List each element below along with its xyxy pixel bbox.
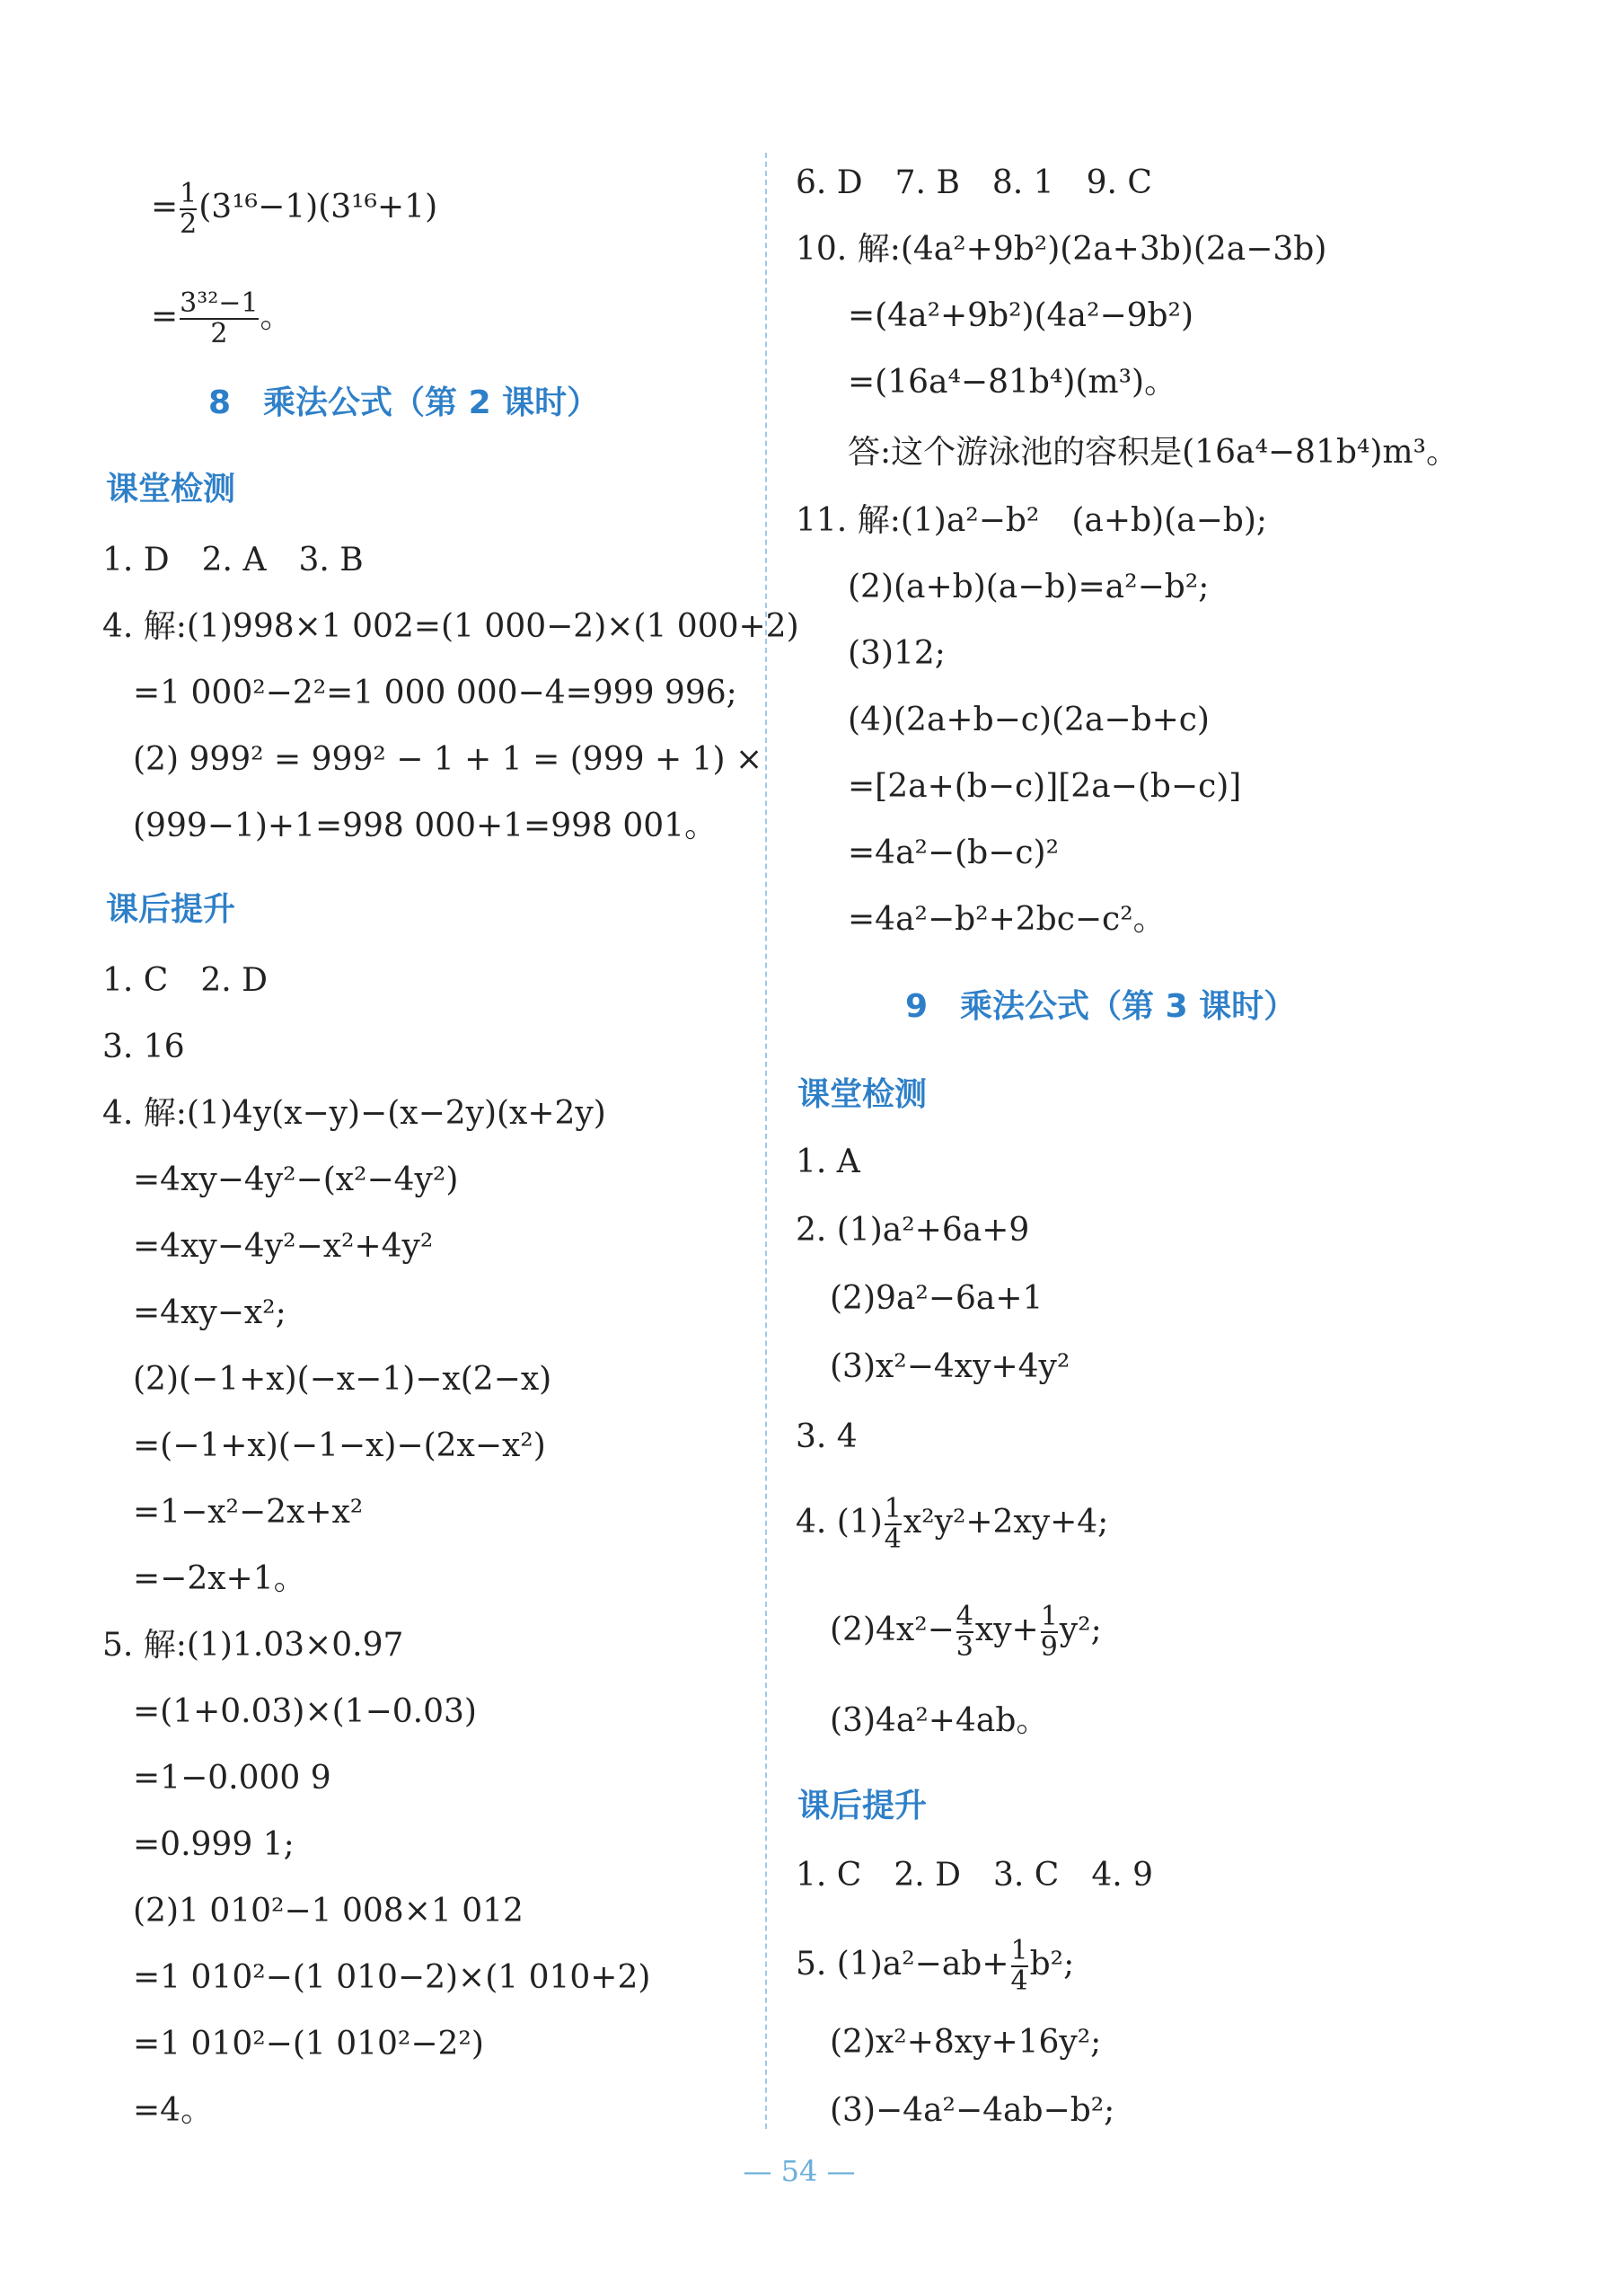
- answer-line: =4a²−b²+2bc−c²。: [848, 901, 1166, 938]
- numerator: 4: [956, 1601, 973, 1632]
- answer-line: (999−1)+1=998 000+1=998 001。: [133, 808, 718, 844]
- answer-line: [151, 289, 293, 349]
- expression: (3¹⁶−1)(3¹⁶+1): [198, 189, 438, 225]
- fraction: [885, 1495, 902, 1554]
- answer-line: (2)(−1+x)(−x−1)−x(2−x): [133, 1361, 552, 1398]
- answer-line: 1. D 2. A 3. B: [102, 542, 364, 578]
- answer-line: 1. A: [796, 1144, 860, 1180]
- expression: b²;: [1029, 1946, 1075, 1983]
- numerator: 1: [180, 178, 198, 209]
- answer-line: (2) 999² = 999² − 1 + 1 = (999 + 1) ×: [133, 741, 763, 778]
- answer-line: =(1+0.03)×(1−0.03): [133, 1693, 477, 1730]
- answer-line: =0.999 1;: [133, 1826, 295, 1863]
- answer-line: 4. 解:(1)998×1 002=(1 000−2)×(1 000+2): [102, 608, 799, 645]
- answer-line: (2)(a+b)(a−b)=a²−b²;: [848, 569, 1210, 605]
- answer-line: =4xy−4y²−(x²−4y²): [133, 1161, 459, 1198]
- fraction: [1011, 1937, 1028, 1996]
- fraction: [180, 180, 197, 239]
- period: 。: [260, 298, 293, 335]
- answer-line: [796, 1937, 1074, 1996]
- denominator: 4: [1010, 1965, 1028, 1997]
- answer-line: =1 000²−2²=1 000 000−4=999 996;: [133, 675, 737, 711]
- answer-line: =4a²−(b−c)²: [848, 835, 1060, 871]
- answer-line: 答:这个游泳池的容积是(16a⁴−81b⁴)m³。: [848, 434, 1458, 471]
- answer-line: [151, 180, 437, 239]
- label: 4. (1): [796, 1504, 883, 1541]
- heading-after-class: 课后提升: [797, 1788, 928, 1824]
- heading-after-class: 课后提升: [106, 891, 236, 928]
- expression: x²y²+2xy+4;: [903, 1504, 1109, 1541]
- answer-line: =1−0.000 9: [133, 1760, 331, 1797]
- fraction: [180, 289, 258, 349]
- section-title-9: 9 乘法公式（第 3 课时）: [905, 988, 1297, 1025]
- answer-line: 6. D 7. B 8. 1 9. C: [796, 164, 1152, 201]
- answer-line: =4xy−4y²−x²+4y²: [133, 1228, 434, 1265]
- answer-line: 5. 解:(1)1.03×0.97: [102, 1627, 404, 1664]
- numerator: 1: [1010, 1935, 1028, 1966]
- answer-line: (3)4a²+4ab。: [830, 1702, 1049, 1739]
- answer-line: (2)9a²−6a+1: [830, 1280, 1044, 1317]
- answer-line: [796, 1495, 1108, 1554]
- answer-line: =(16a⁴−81b⁴)(m³)。: [848, 364, 1177, 401]
- expression: 5. (1)a²−ab+: [796, 1946, 1009, 1983]
- answer-line: (2)1 010²−1 008×1 012: [133, 1893, 524, 1930]
- section-title-8: 8 乘法公式（第 2 课时）: [208, 384, 600, 421]
- answer-line: =4。: [133, 2092, 214, 2129]
- answer-line: =1 010²−(1 010²−2²): [133, 2026, 484, 2062]
- answer-line: =(4a²+9b²)(4a²−9b²): [848, 297, 1194, 334]
- answer-line: 1. C 2. D: [102, 962, 268, 999]
- answer-line: 2. (1)a²+6a+9: [796, 1212, 1030, 1249]
- answer-line: 3. 16: [102, 1029, 185, 1065]
- expression: y²;: [1059, 1612, 1102, 1648]
- answer-line: =4xy−x²;: [133, 1294, 286, 1331]
- denominator: 2: [180, 208, 198, 240]
- answer-line: 4. 解:(1)4y(x−y)−(x−2y)(x+2y): [102, 1095, 606, 1132]
- denominator: 3: [956, 1631, 973, 1663]
- answer-line: (3)x²−4xy+4y²: [830, 1348, 1070, 1385]
- answer-line: (3)−4a²−4ab−b²;: [830, 2092, 1115, 2129]
- equals: =: [151, 298, 179, 335]
- expression: xy+: [974, 1612, 1039, 1648]
- answer-line: (4)(2a+b−c)(2a−b+c): [848, 702, 1210, 738]
- fraction: [1041, 1603, 1058, 1662]
- answer-line: [830, 1603, 1102, 1662]
- answer-line: =−2x+1。: [133, 1560, 306, 1597]
- answer-line: =1 010²−(1 010−2)×(1 010+2): [133, 1959, 651, 1996]
- page-number: — 54 —: [743, 2154, 856, 2188]
- numerator: 3³²−1: [180, 287, 259, 319]
- denominator: 2: [180, 318, 258, 349]
- heading-classroom-check: 课堂检测: [797, 1076, 928, 1113]
- answer-line: (3)12;: [848, 635, 946, 672]
- column-divider: [765, 153, 767, 2129]
- answer-line: 11. 解:(1)a²−b² (a+b)(a−b);: [796, 502, 1268, 539]
- denominator: 4: [884, 1523, 902, 1555]
- answer-line: =1−x²−2x+x²: [133, 1494, 364, 1531]
- answer-line: 10. 解:(4a²+9b²)(2a+3b)(2a−3b): [796, 231, 1327, 268]
- equals: =: [151, 189, 179, 225]
- answer-line: 1. C 2. D 3. C 4. 9: [796, 1857, 1154, 1894]
- answer-line: 3. 4: [796, 1418, 858, 1455]
- denominator: 9: [1040, 1631, 1058, 1663]
- heading-classroom-check: 课堂检测: [106, 471, 236, 508]
- fraction: [956, 1603, 973, 1662]
- answer-line: =[2a+(b−c)][2a−(b−c)]: [848, 768, 1242, 805]
- answer-line: =(−1+x)(−1−x)−(2x−x²): [133, 1427, 546, 1464]
- numerator: 1: [1040, 1601, 1058, 1632]
- expression: (2)4x²−: [830, 1612, 955, 1648]
- answer-line: (2)x²+8xy+16y²;: [830, 2024, 1102, 2061]
- numerator: 1: [884, 1493, 902, 1524]
